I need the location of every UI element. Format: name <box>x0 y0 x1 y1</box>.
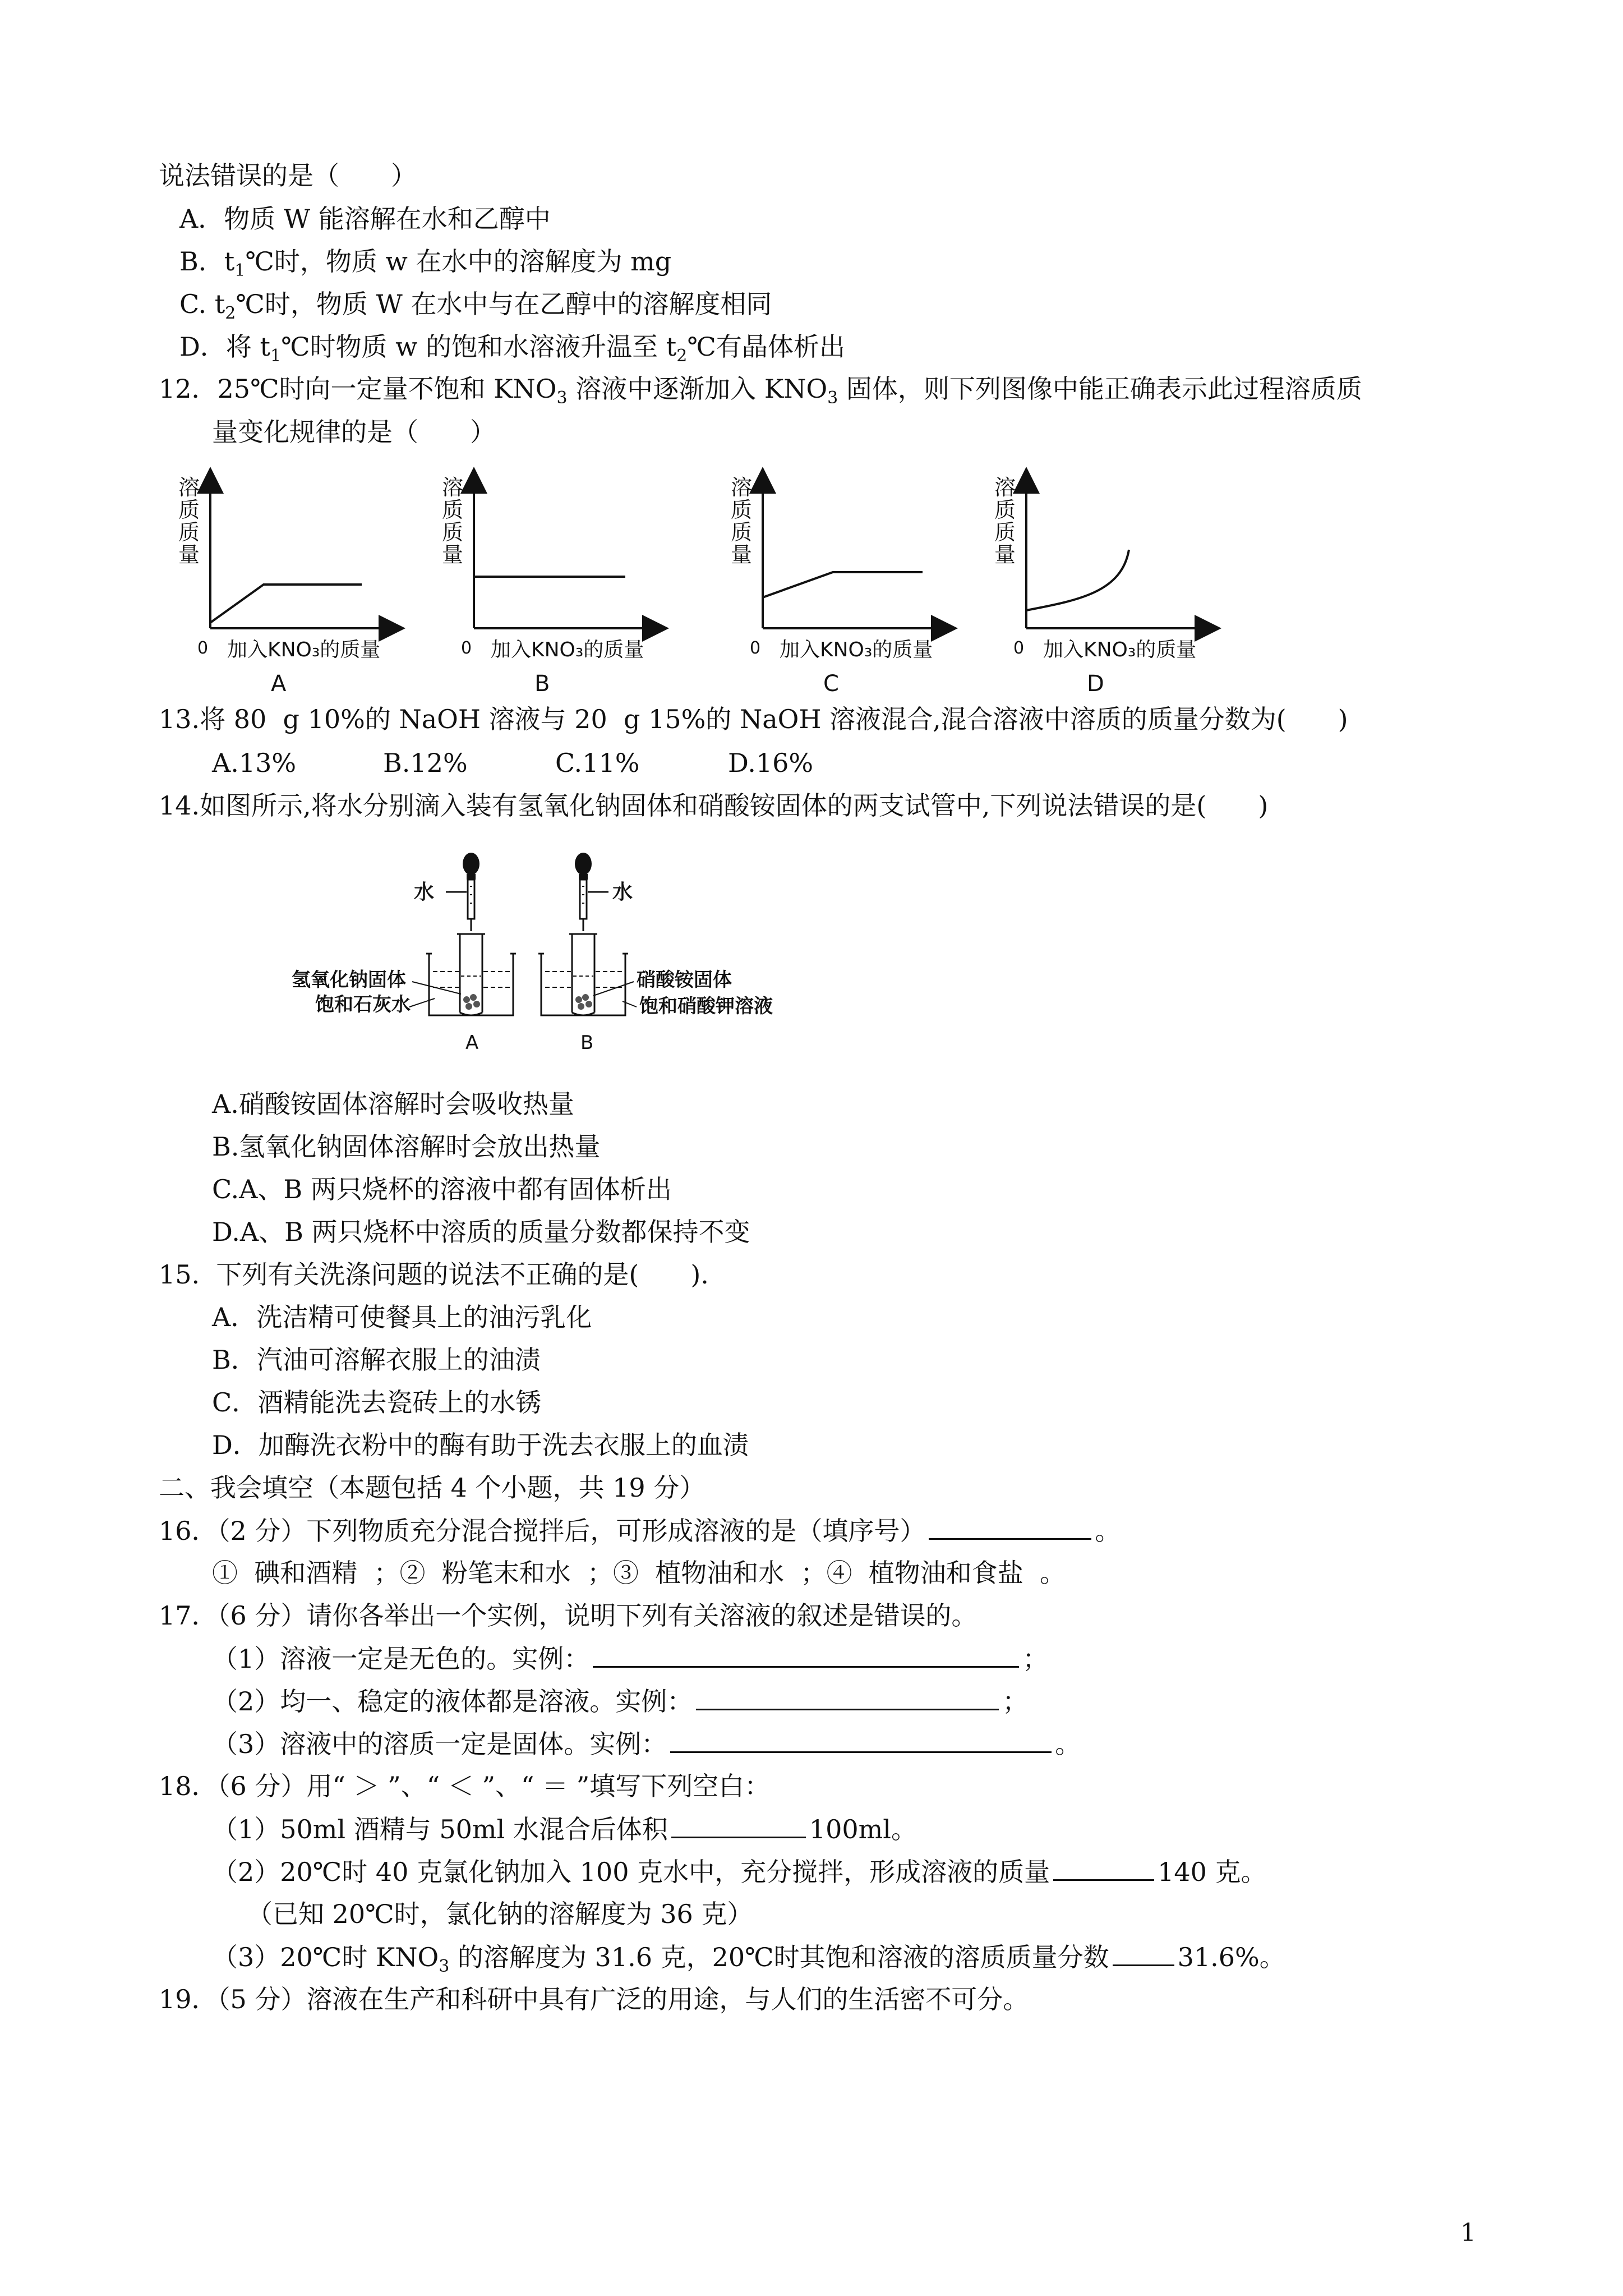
q18-part3: （3）20℃时 $KNO_3$ 的溶解度为 31.6 克，20℃时其饱和溶液的溶质质量分数 31.6%。 <box>212 1940 1285 1974</box>
q14-beaker-figure <box>292 847 808 1060</box>
graph-b-letter: B <box>534 671 550 696</box>
q11-stem-tail: 说法错误的是（ ） <box>159 160 417 191</box>
page-number: 1 <box>1460 2219 1476 2247</box>
left-label-1: 氢氧化钠固体 <box>292 969 406 991</box>
left-label-2: 饱和石灰水 <box>315 993 411 1016</box>
graph-c-ylabel-2: 质 <box>731 498 753 522</box>
q17-part1: （1）溶液一定是无色的。实例： ； <box>212 1641 1048 1676</box>
graph-b-xlabel: 加入KNO₃的质量 <box>491 638 644 661</box>
q17-blank-1[interactable] <box>593 1641 1019 1668</box>
q18-blank-1[interactable] <box>671 1812 806 1838</box>
q17-stem: 17．（6 分）请你各举出一个实例，说明下列有关溶液的叙述是错误的。 <box>159 1600 978 1631</box>
beaker-a-icon <box>409 934 516 1015</box>
graph-d-letter: D <box>1087 671 1104 696</box>
q18-part2-note: （已知 20℃时，氯化钠的溶解度为 36 克） <box>247 1899 753 1929</box>
graph-a-ylabel-2: 质 <box>178 498 200 522</box>
q13-option-c[interactable]: C.11% <box>555 748 640 778</box>
graph-d-ylabel-4: 量 <box>994 542 1016 567</box>
beaker-b-icon <box>538 934 637 1015</box>
q14-option-a[interactable]: A.硝酸铵固体溶解时会吸收热量 <box>212 1089 574 1119</box>
q11-option-d[interactable]: D．将 $t_1℃$时物质 w 的饱和水溶液升温至 $t_2℃$有晶体析出 <box>179 332 845 366</box>
q13-stem: 13.将 80 g 10%的 NaOH 溶液与 20 g 15%的 NaOH 溶液混合,混合溶液中溶质的质量分数为( ) <box>159 704 1348 734</box>
q14-option-c[interactable]: C.A、B 两只烧杯的溶液中都有固体析出 <box>212 1174 672 1204</box>
graph-c-letter: C <box>823 671 839 696</box>
q11-option-a[interactable]: A．物质 W 能溶解在水和乙醇中 <box>179 204 551 234</box>
caption-a: A <box>465 1032 479 1054</box>
graph-d-ylabel-1: 溶 <box>994 475 1016 500</box>
q14-stem: 14.如图所示,将水分别滴入装有氢氧化钠固体和硝酸铵固体的两支试管中,下列说法错误的是( ) <box>159 790 1269 821</box>
section2-heading: 二、我会填空（本题包括 4 个小题，共 19 分） <box>159 1473 706 1503</box>
q15-option-b[interactable]: B．汽油可溶解衣服上的油渍 <box>212 1345 541 1375</box>
q18-blank-2[interactable] <box>1053 1855 1154 1881</box>
graph-b-ylabel-1: 溶 <box>442 475 464 500</box>
graph-d[interactable] <box>994 471 1217 696</box>
q16-items: ① 碘和酒精 ；② 粉笔末和水 ；③ 植物油和水 ；④ 植物油和食盐 。 <box>212 1558 1066 1588</box>
graph-c-ylabel-1: 溶 <box>731 475 753 500</box>
q17-part2: （2）均一、稳定的液体都是溶液。实例： ； <box>212 1684 1028 1718</box>
graph-d-xlabel: 加入KNO₃的质量 <box>1043 638 1197 661</box>
q17-blank-2[interactable] <box>696 1684 999 1710</box>
q15-option-d[interactable]: D．加酶洗衣粉中的酶有助于洗去衣服上的血渍 <box>212 1430 749 1460</box>
dropper-b-icon <box>575 853 608 931</box>
right-label-2: 饱和硝酸钾溶液 <box>639 995 773 1018</box>
q14-option-d[interactable]: D.A、B 两只烧杯中溶质的质量分数都保持不变 <box>212 1217 750 1247</box>
q12-graphs <box>168 460 1262 696</box>
q18-part1: （1）50ml 酒精与 50ml 水混合后体积 100ml。 <box>212 1812 917 1846</box>
q13-option-a[interactable]: A.13% <box>212 748 297 778</box>
graph-b-ylabel-4: 量 <box>442 542 464 567</box>
q12-stem-line2: 量变化规律的是（ ） <box>212 417 496 447</box>
graph-b[interactable] <box>442 471 665 696</box>
q12-stem-line1: 12．25℃时向一定量不饱和 $KNO_3$ 溶液中逐渐加入 $KNO_3$ 固体，则下列图像中能正确表示此过程溶质质 <box>159 374 1362 408</box>
q17-part3: （3）溶液中的溶质一定是固体。实例： 。 <box>212 1727 1081 1761</box>
q15-option-c[interactable]: C．酒精能洗去瓷砖上的水锈 <box>212 1387 542 1418</box>
q18-stem: 18．（6 分）用“ ＞ ”、“ ＜ ”、“ ＝ ”填写下列空白： <box>159 1771 771 1801</box>
graph-a-xlabel: 加入KNO₃的质量 <box>227 638 381 661</box>
q15-option-a[interactable]: A．洗洁精可使餐具上的油污乳化 <box>212 1302 592 1332</box>
graph-a-ylabel-1: 溶 <box>178 475 200 500</box>
graph-a-origin: 0 <box>197 638 209 658</box>
graph-c[interactable] <box>731 471 953 696</box>
graph-b-ylabel-2: 质 <box>442 498 464 522</box>
water-label-right: 水 <box>612 881 633 904</box>
graph-c-xlabel: 加入KNO₃的质量 <box>780 638 933 661</box>
graph-d-ylabel-2: 质 <box>994 498 1016 522</box>
graph-d-origin: 0 <box>1013 638 1025 658</box>
q11-option-c[interactable]: C. $t_2℃$时，物质 W 在水中与在乙醇中的溶解度相同 <box>179 289 772 324</box>
q18-part2: （2）20℃时 40 克氯化钠加入 100 克水中，充分搅拌，形成溶液的质量 140 克。 <box>212 1855 1267 1889</box>
q16-answer-blank[interactable] <box>929 1513 1091 1540</box>
caption-b: B <box>580 1032 594 1054</box>
graph-b-origin: 0 <box>461 638 472 658</box>
graph-b-ylabel-3: 质 <box>442 520 464 545</box>
graph-c-ylabel-4: 量 <box>731 542 753 567</box>
q14-option-b[interactable]: B.氢氧化钠固体溶解时会放出热量 <box>212 1131 601 1162</box>
graph-a-ylabel-3: 质 <box>178 520 200 545</box>
water-label-left: 水 <box>414 881 435 904</box>
right-label-1: 硝酸铵固体 <box>637 969 732 991</box>
q13-option-b[interactable]: B.12% <box>383 748 468 778</box>
q11-option-b[interactable]: B．$t_1℃$时，物质 w 在水中的溶解度为 mg <box>179 246 672 281</box>
graph-d-ylabel-3: 质 <box>994 520 1016 545</box>
graph-a-letter: A <box>271 671 287 696</box>
graph-c-ylabel-3: 质 <box>731 520 753 545</box>
q15-stem: 15. 下列有关洗涤问题的说法不正确的是( ). <box>159 1259 709 1290</box>
graph-a[interactable] <box>178 471 401 696</box>
q16-stem: 16．（2 分）下列物质充分混合搅拌后，可形成溶液的是（填序号） 。 <box>159 1513 1121 1548</box>
q13-option-d[interactable]: D.16% <box>728 748 814 778</box>
graph-c-origin: 0 <box>750 638 761 658</box>
q17-blank-3[interactable] <box>670 1727 1052 1753</box>
dropper-a-icon <box>446 853 479 931</box>
graph-a-ylabel-4: 量 <box>178 542 200 567</box>
q18-blank-3[interactable] <box>1113 1940 1174 1966</box>
q19-stem: 19．（5 分）溶液在生产和科研中具有广泛的用途，与人们的生活密不可分。 <box>159 1984 1029 2014</box>
